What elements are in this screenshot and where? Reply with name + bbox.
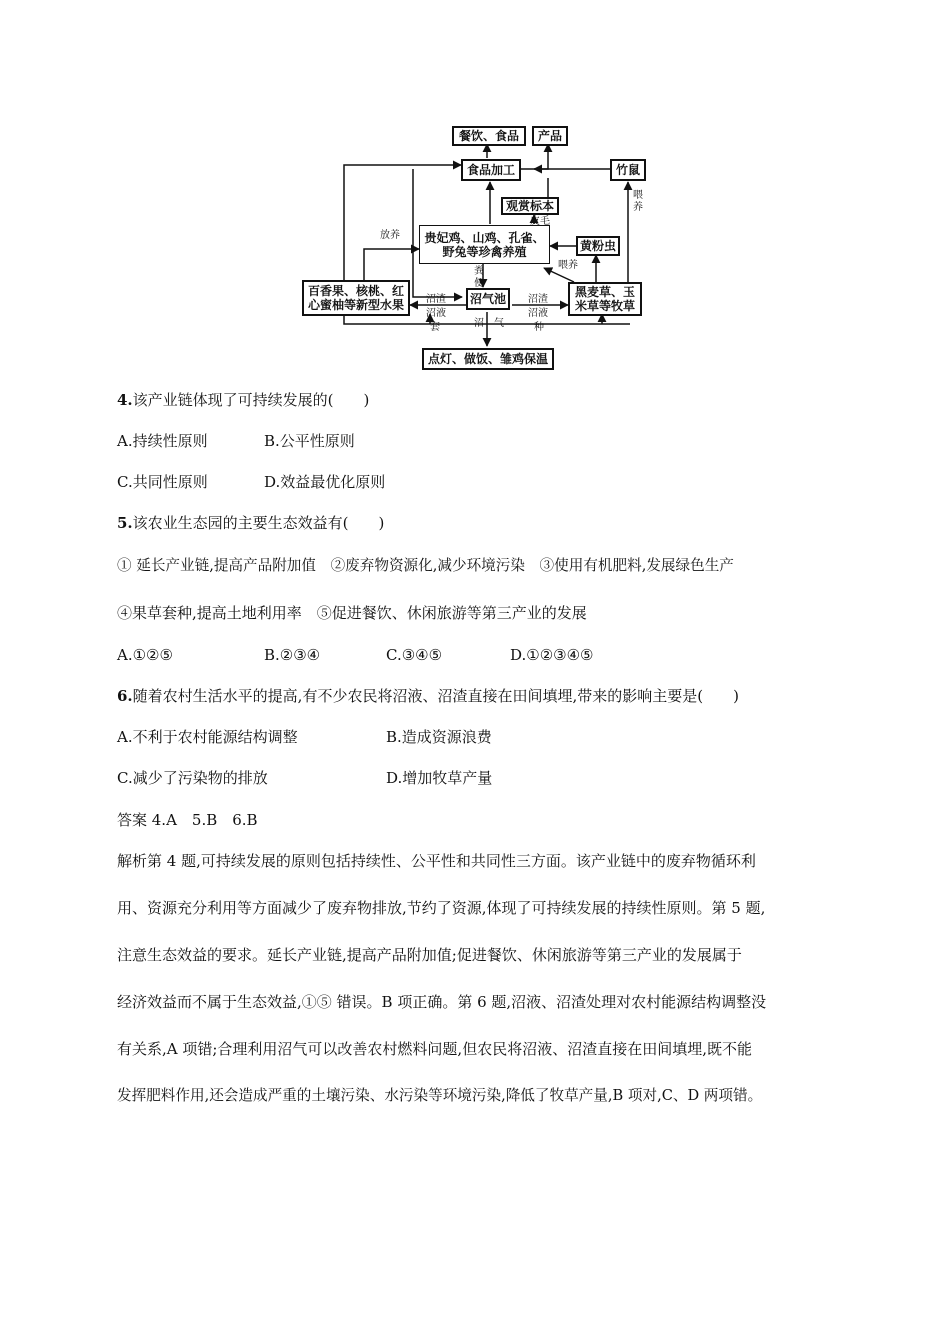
q5-items-line1: ① 延长产业链,提高产品附加值 ②废弃物资源化,减少环境污染 ③使用有机肥料,发展绿色生产 <box>117 557 734 574</box>
q5-option-a: A.①②⑤ <box>117 646 173 664</box>
q6-stem <box>117 686 739 706</box>
node-poultry: 贵妃鸡、山鸡、孔雀、 野兔等珍禽养殖 <box>419 225 550 264</box>
node-biogas-pit: 沼气池 <box>466 288 510 310</box>
q5-stem-text: 该农业生态园的主要生态效益有( ) <box>132 514 385 532</box>
analysis-line-3: 注意生态效益的要求。延长产业链,提高产品附加值;促进餐饮、休闲旅游等第三产业的发展属于 <box>117 946 742 964</box>
q6-option-a: A.不利于农村能源结构调整 <box>117 728 298 746</box>
label-feeding-rat: 喂养 <box>633 190 643 213</box>
label-feed-mealworm: 喂养 <box>558 260 578 271</box>
node-bamboo-rat: 竹鼠 <box>610 159 646 181</box>
label-biogas: 沼 气 <box>474 318 504 329</box>
q5-items-line2: ④果草套种,提高土地利用率 ⑤促进餐饮、休闲旅游等第三产业的发展 <box>117 604 587 622</box>
q5-option-c: C.③④⑤ <box>386 646 443 664</box>
label-slurry-left: 沼液 <box>426 308 446 319</box>
q4-number: 4. <box>117 391 133 409</box>
node-mealworm: 黄粉虫 <box>576 236 620 256</box>
node-catering: 餐饮、食品 <box>452 126 526 146</box>
q6-option-b: B.造成资源浪费 <box>386 728 492 746</box>
q4-option-b: B.公平性原则 <box>264 432 355 450</box>
label-slurry-right: 沼液 <box>528 308 548 319</box>
q5-stem <box>117 513 384 533</box>
node-forage: 黑麦草、玉 米草等牧草 <box>568 282 642 316</box>
q4-option-c: C.共同性原则 <box>117 473 208 491</box>
q5-option-d: D.①②③④⑤ <box>510 646 594 664</box>
analysis-line-5: 有关系,A 项错;合理利用沼气可以改善农村燃料问题,但农民将沼液、沼渣直接在田间填埋,既不能 <box>117 1040 752 1058</box>
label-manure: 粪 便 <box>474 266 484 289</box>
q5-number: 5. <box>117 514 133 532</box>
q6-number: 6. <box>117 687 133 705</box>
label-set-left: 套 <box>430 322 440 333</box>
q4-stem <box>117 390 369 410</box>
node-food-processing: 食品加工 <box>461 159 521 181</box>
label-residue-right: 沼渣 <box>528 294 548 305</box>
node-fruit: 百香果、核桃、红 心蜜柚等新型水果 <box>302 280 410 316</box>
q4-stem-text: 该产业链体现了可持续发展的( ) <box>132 391 370 409</box>
q4-option-a: A.持续性原则 <box>117 432 208 450</box>
analysis-line-2: 用、资源充分利用等方面减少了废弃物排放,节约了资源,体现了可持续发展的持续性原则。第 5 题, <box>117 899 766 917</box>
node-uses: 点灯、做饭、雏鸡保温 <box>422 348 554 370</box>
q6-option-d: D.增加牧草产量 <box>386 769 493 787</box>
analysis-line-1: 解析第 4 题,可持续发展的原则包括持续性、公平性和共同性三方面。该产业链中的废弃物循环利 <box>117 852 756 870</box>
q4-option-d: D.效益最优化原则 <box>264 473 386 491</box>
analysis-line-6: 发挥肥料作用,还会造成严重的土壤污染、水污染等环境污染,降低了牧草产量,B 项对,C、D 两项错。 <box>117 1087 763 1104</box>
q6-option-c: C.减少了污染物的排放 <box>117 769 268 787</box>
label-residue-left: 沼渣 <box>426 294 446 305</box>
label-free-range: 放养 <box>380 230 400 241</box>
q5-option-b: B.②③④ <box>264 646 321 664</box>
label-fur: 皮毛 <box>530 216 550 227</box>
node-specimen: 观赏标本 <box>501 197 559 215</box>
answer-line: 答案 4.A 5.B 6.B <box>117 811 258 829</box>
industry-chain-diagram <box>300 122 645 374</box>
node-product: 产品 <box>532 126 568 146</box>
q6-stem-text: 随着农村生活水平的提高,有不少农民将沼液、沼渣直接在田间填埋,带来的影响主要是( ) <box>132 687 739 705</box>
analysis-line-4: 经济效益而不属于生态效益,①⑤ 错误。B 项正确。第 6 题,沼液、沼渣处理对农村能源结构调整没 <box>117 993 767 1011</box>
label-plant-right: 种 <box>534 322 544 333</box>
